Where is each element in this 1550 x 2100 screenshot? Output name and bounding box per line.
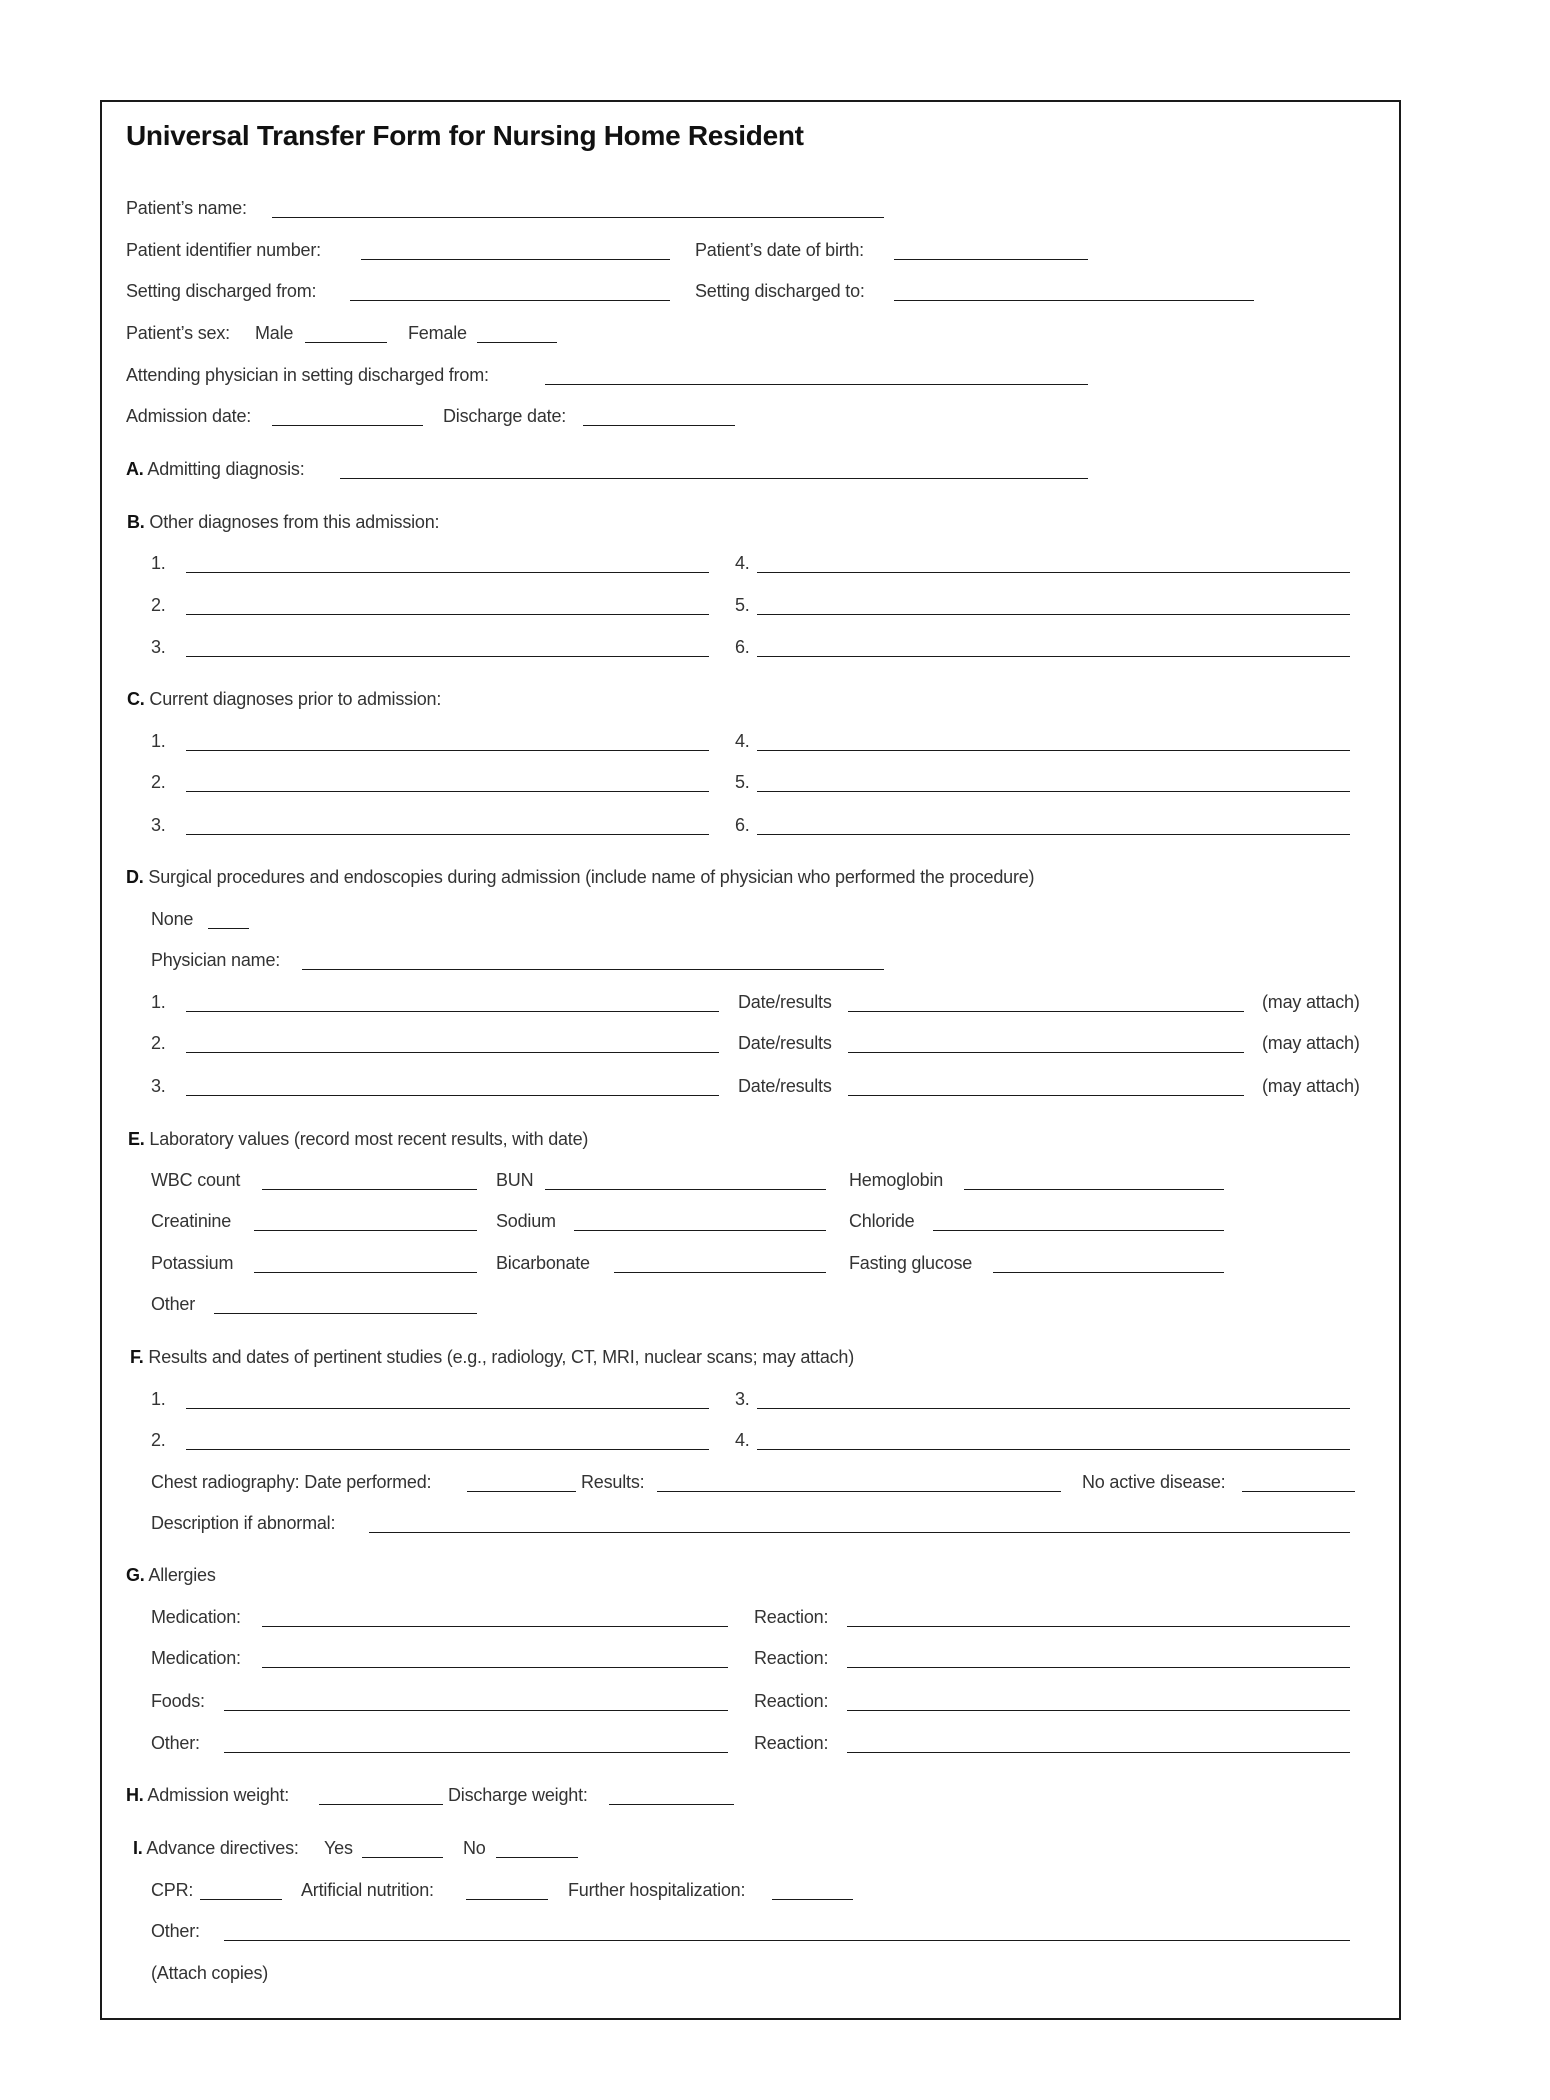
attending-label: Attending physician in setting discharged from: [126,365,489,385]
allergy-medication-2-field[interactable] [262,1667,728,1668]
description-abnormal-label: Description if abnormal: [151,1513,336,1533]
procedure-1-field[interactable] [186,1011,719,1012]
reaction-3-field[interactable] [847,1710,1350,1711]
b-diagnosis-6-field[interactable] [757,656,1350,657]
discharged-from-label: Setting discharged from: [126,281,317,301]
date-results-label: Date/results [738,1033,832,1053]
admission-date-label: Admission date: [126,406,252,426]
c-item-number: 3. [151,815,166,835]
section-b-label: Other diagnoses from this admission: [149,512,440,532]
creatinine-field[interactable] [254,1230,477,1231]
b-item-number: 6. [735,637,750,657]
chloride-label: Chloride [849,1211,915,1231]
may-attach-label: (may attach) [1262,1076,1360,1096]
section-e-letter: E. [128,1129,145,1149]
date-results-3-field[interactable] [848,1095,1244,1096]
study-3-field[interactable] [757,1408,1350,1409]
none-field[interactable] [208,928,249,929]
section-i-label: Advance directives: [146,1838,299,1858]
f-item-number: 4. [735,1430,750,1450]
date-results-2-field[interactable] [848,1052,1244,1053]
admission-weight-field[interactable] [319,1804,443,1805]
allergy-medication-1-field[interactable] [262,1626,728,1627]
may-attach-label: (may attach) [1262,1033,1360,1053]
section-a-label: Admitting diagnosis: [147,459,305,479]
c-item-number: 1. [151,731,166,751]
no-active-disease-label: No active disease: [1082,1472,1226,1492]
form-title: Universal Transfer Form for Nursing Home Resident [126,120,804,151]
date-results-label: Date/results [738,992,832,1012]
discharge-weight-field[interactable] [609,1804,734,1805]
section-a-letter: A. [126,459,144,479]
discharged-to-field[interactable] [894,300,1254,301]
allergy-other-label: Other: [151,1733,200,1753]
b-item-number: 5. [735,595,750,615]
discharge-date-field[interactable] [583,425,735,426]
b-diagnosis-4-field[interactable] [757,572,1350,573]
further-hospitalization-label: Further hospitalization: [568,1880,746,1900]
patient-id-field[interactable] [361,259,670,260]
reaction-label: Reaction: [754,1733,829,1753]
b-item-number: 1. [151,553,166,573]
female-label: Female [408,323,467,343]
chest-date-field[interactable] [467,1491,576,1492]
description-abnormal-field[interactable] [369,1532,1350,1533]
male-label: Male [255,323,294,343]
sodium-field[interactable] [574,1230,826,1231]
lab-other-label: Other [151,1294,196,1314]
physician-name-label: Physician name: [151,950,281,970]
directives-other-field[interactable] [224,1940,1350,1941]
section-f-letter: F. [130,1347,144,1367]
allergy-medication-label: Medication: [151,1648,241,1668]
reaction-1-field[interactable] [847,1626,1350,1627]
reaction-label: Reaction: [754,1648,829,1668]
section-h-letter: H. [126,1785,144,1805]
b-item-number: 3. [151,637,166,657]
procedure-3-field[interactable] [186,1095,719,1096]
discharge-weight-label: Discharge weight: [448,1785,588,1805]
potassium-label: Potassium [151,1253,234,1273]
form-border [100,100,1401,2020]
b-diagnosis-3-field[interactable] [186,656,709,657]
fasting-glucose-field[interactable] [993,1272,1224,1273]
allergy-foods-field[interactable] [224,1710,728,1711]
dob-label: Patient’s date of birth: [695,240,864,260]
section-g-heading [126,1564,216,1586]
f-item-number: 3. [735,1389,750,1409]
c-diagnosis-3-field[interactable] [186,834,709,835]
c-diagnosis-6-field[interactable] [757,834,1350,835]
artificial-nutrition-label: Artificial nutrition: [301,1880,434,1900]
section-g-label: Allergies [148,1565,216,1585]
c-diagnosis-4-field[interactable] [757,750,1350,751]
section-f-heading [130,1346,854,1368]
male-field[interactable] [305,342,387,343]
potassium-field[interactable] [254,1272,477,1273]
discharged-from-field[interactable] [350,300,670,301]
allergy-foods-label: Foods: [151,1691,205,1711]
bicarbonate-field[interactable] [614,1272,826,1273]
reaction-label: Reaction: [754,1691,829,1711]
advance-directives-yes-field[interactable] [362,1857,443,1858]
attending-field[interactable] [545,384,1088,385]
b-diagnosis-1-field[interactable] [186,572,709,573]
chest-results-field[interactable] [657,1491,1061,1492]
section-e-label: Laboratory values (record most recent results, with date) [149,1129,589,1149]
c-diagnosis-5-field[interactable] [757,791,1350,792]
section-i-heading [133,1837,299,1859]
fasting-glucose-label: Fasting glucose [849,1253,973,1273]
discharge-date-label: Discharge date: [443,406,567,426]
cpr-field[interactable] [200,1899,282,1900]
procedure-2-field[interactable] [186,1052,719,1053]
c-diagnosis-1-field[interactable] [186,750,709,751]
chloride-field[interactable] [933,1230,1224,1231]
artificial-nutrition-field[interactable] [466,1899,548,1900]
allergy-other-field[interactable] [224,1752,728,1753]
b-diagnosis-5-field[interactable] [757,614,1350,615]
female-field[interactable] [477,342,557,343]
d-item-number: 2. [151,1033,166,1053]
patient-id-label: Patient identifier number: [126,240,321,260]
d-item-number: 1. [151,992,166,1012]
section-h-heading [126,1784,289,1806]
b-item-number: 4. [735,553,750,573]
wbc-field[interactable] [262,1189,477,1190]
section-g-letter: G. [126,1565,145,1585]
chest-results-label: Results: [581,1472,645,1492]
b-diagnosis-2-field[interactable] [186,614,709,615]
chest-date-label: Chest radiography: Date performed: [151,1472,432,1492]
bun-field[interactable] [545,1189,826,1190]
wbc-label: WBC count [151,1170,241,1190]
section-c-heading [127,688,441,710]
section-c-letter: C. [127,689,145,709]
section-a-heading [126,458,305,480]
attach-copies-note: (Attach copies) [151,1963,269,1983]
hemoglobin-label: Hemoglobin [849,1170,944,1190]
section-d-letter: D. [126,867,144,887]
admitting-diagnosis-field[interactable] [340,478,1088,479]
none-label: None [151,909,194,929]
patient-name-label: Patient’s name: [126,198,247,218]
d-item-number: 3. [151,1076,166,1096]
dob-field[interactable] [894,259,1088,260]
f-item-number: 2. [151,1430,166,1450]
section-b-letter: B. [127,512,145,532]
section-i-letter: I. [133,1838,143,1858]
section-d-label: Surgical procedures and endoscopies during admission (include name of physician who performed the procedure) [148,867,1035,887]
c-item-number: 2. [151,772,166,792]
patient-name-field[interactable] [272,217,884,218]
bun-label: BUN [496,1170,534,1190]
further-hospitalization-field[interactable] [772,1899,853,1900]
physician-name-field[interactable] [302,969,884,970]
section-f-label: Results and dates of pertinent studies (e.g., radiology, CT, MRI, nuclear scans; may attach) [148,1347,855,1367]
directives-other-label: Other: [151,1921,200,1941]
yes-label: Yes [324,1838,353,1858]
b-item-number: 2. [151,595,166,615]
discharged-to-label: Setting discharged to: [695,281,865,301]
advance-directives-no-field[interactable] [496,1857,578,1858]
section-e-heading [128,1128,588,1150]
may-attach-label: (may attach) [1262,992,1360,1012]
study-2-field[interactable] [186,1449,709,1450]
study-1-field[interactable] [186,1408,709,1409]
cpr-label: CPR: [151,1880,194,1900]
sodium-label: Sodium [496,1211,556,1231]
admission-date-field[interactable] [272,425,423,426]
c-item-number: 4. [735,731,750,751]
reaction-label: Reaction: [754,1607,829,1627]
c-item-number: 5. [735,772,750,792]
section-d-heading [126,866,1034,888]
reaction-2-field[interactable] [847,1667,1350,1668]
c-item-number: 6. [735,815,750,835]
hemoglobin-field[interactable] [964,1189,1224,1190]
date-results-label: Date/results [738,1076,832,1096]
creatinine-label: Creatinine [151,1211,232,1231]
section-c-label: Current diagnoses prior to admission: [149,689,442,709]
allergy-medication-label: Medication: [151,1607,241,1627]
study-4-field[interactable] [757,1449,1350,1450]
date-results-1-field[interactable] [848,1011,1244,1012]
sex-label: Patient’s sex: [126,323,230,343]
no-label: No [463,1838,486,1858]
admission-weight-label: Admission weight: [147,1785,290,1805]
bicarbonate-label: Bicarbonate [496,1253,590,1273]
lab-other-field[interactable] [214,1313,477,1314]
c-diagnosis-2-field[interactable] [186,791,709,792]
f-item-number: 1. [151,1389,166,1409]
no-active-disease-field[interactable] [1242,1491,1355,1492]
reaction-4-field[interactable] [847,1752,1350,1753]
section-b-heading [127,511,439,533]
